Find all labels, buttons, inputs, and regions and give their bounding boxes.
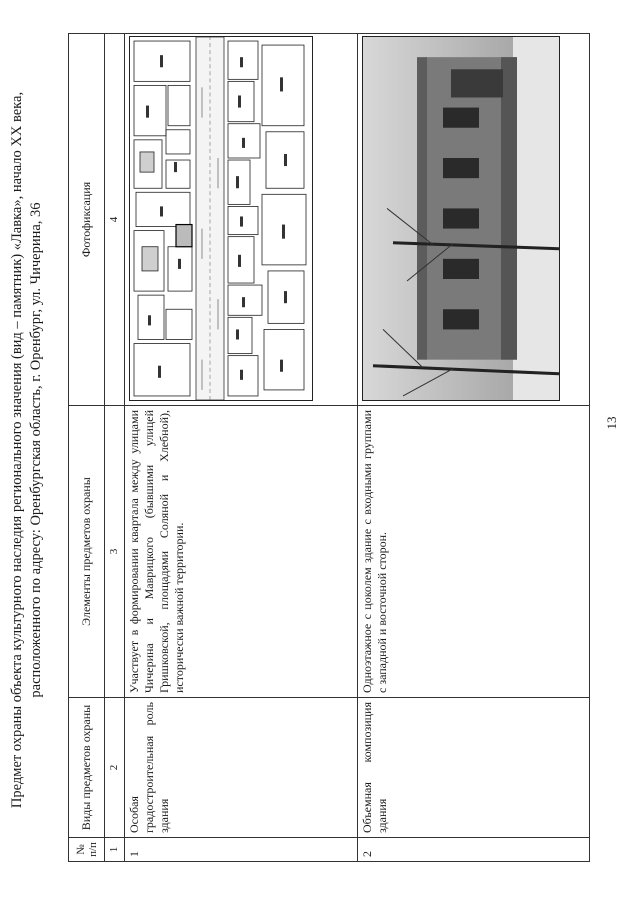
protection-table [68, 33, 590, 862]
table-row [358, 34, 590, 862]
row-photo [358, 34, 590, 406]
row-elements: Участвует в формировании квартала между улицами Чичерина и Маврицкого (бывшими улицей Гришковской, площадями Соляной и Хлебной), исторически важной территории. [125, 406, 358, 698]
col-number-4: 4 [105, 34, 125, 406]
col-number-3: 3 [105, 406, 125, 698]
col-number-2: 2 [105, 698, 125, 838]
row-num: 2 [358, 838, 590, 862]
row-photo [125, 34, 358, 406]
table-row [125, 34, 358, 862]
title-line-2: расположенного по адресу: Оренбургская область, г. Оренбург, ул. Чичерина, 36 [28, 202, 44, 698]
row-type: Объемная композиция здания [358, 698, 590, 838]
building-photo-image [363, 37, 559, 400]
column-number-row [105, 34, 125, 862]
col-number-1: 1 [105, 838, 125, 862]
site-plan-drawing [130, 37, 312, 400]
page-number: 13 [604, 416, 619, 430]
row-num: 1 [125, 838, 358, 862]
site-plan-map [129, 36, 313, 401]
header-photo: Фотофиксация [69, 34, 105, 406]
building-photo [362, 36, 560, 401]
row-type: Особая градостроительная роль здания [125, 698, 358, 838]
header-elements: Элементы предметов охраны [69, 406, 105, 698]
table-header-row [69, 34, 105, 862]
header-type: Виды предметов охраны [69, 698, 105, 838]
header-num: № п/п [69, 838, 105, 862]
row-elements: Одноэтажное с цоколем здание с входными группами с западной и восточной сторон. [358, 406, 590, 698]
document-title [8, 15, 46, 885]
title-line-1: Предмет охраны объекта культурного наследия регионального значения (вид – памятник) «Лавка», начало XX века, [9, 91, 25, 809]
